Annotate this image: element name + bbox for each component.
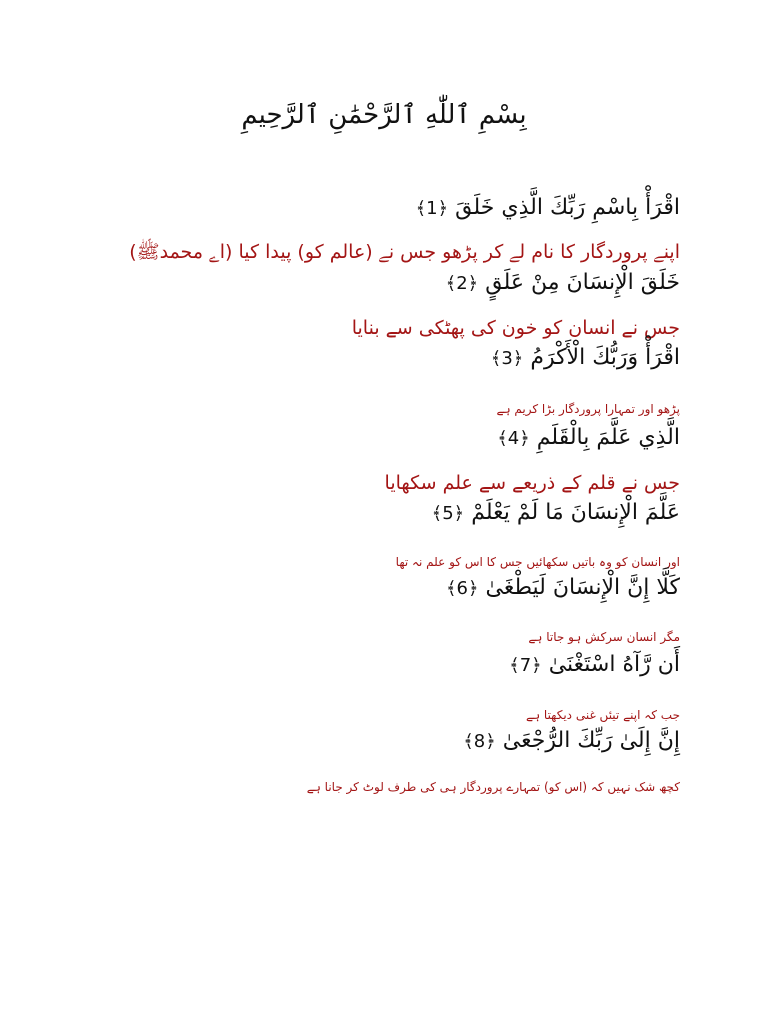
verse-7-translation: جب کہ اپنے تیئں غنی دیکھتا ہے: [526, 708, 680, 722]
verse-2-arabic: خَلَقَ الْإِنسَانَ مِنْ عَلَقٍ: [485, 270, 680, 295]
verse-7: [509, 652, 680, 677]
verse-4-translation: جس نے قلم کے ذریعے سے علم سکھایا: [384, 472, 680, 494]
verse-3-arabic: اقْرَأْ وَرَبُّكَ الْأَكْرَمُ: [530, 345, 680, 370]
verse-2-number: ﴿2﴾: [445, 273, 479, 294]
verse-1-translation: اپنے پروردگار کا نام لے کر پڑھو جس نے (عالم کو) پیدا کیا (اے محمدﷺ): [129, 241, 680, 263]
verse-7-number: ﴿7﴾: [509, 655, 542, 676]
verse-3-number: ﴿3﴾: [490, 348, 524, 369]
verse-4-arabic: الَّذِي عَلَّمَ بِالْقَلَمِ: [536, 425, 680, 450]
verse-6-number: ﴿6﴾: [445, 578, 479, 599]
verse-2: [446, 270, 680, 295]
verse-5-number: ﴿5﴾: [431, 503, 465, 524]
verse-7-arabic: أَن رَّآهُ اسْتَغْنَىٰ: [548, 652, 680, 677]
verse-4: [497, 425, 680, 450]
verse-5-translation: اور انسان کو وہ باتیں سکھائیں جس کا اس کو علم نہ تھا: [395, 555, 680, 569]
verse-8: [463, 728, 680, 753]
verse-4-number: ﴿4﴾: [497, 428, 530, 449]
verse-2-translation: جس نے انسان کو خون کی پھٹکی سے بنایا: [351, 317, 680, 339]
verse-5: [432, 500, 680, 525]
verse-6-arabic: كَلَّا إِنَّ الْإِنسَانَ لَيَطْغَىٰ: [485, 575, 680, 600]
verse-1-arabic: اقْرَأْ بِاسْمِ رَبِّكَ الَّذِي خَلَقَ: [455, 195, 680, 220]
verse-6-translation: مگر انسان سرکش ہو جاتا ہے: [528, 630, 680, 644]
bismillah-heading: بِسْمِ ٱللّٰهِ ٱلرَّحْمَٰنِ ٱلرَّحِيمِ: [241, 100, 527, 130]
verse-8-number: ﴿8﴾: [463, 731, 496, 752]
verse-3-translation: پڑھو اور تمہارا پروردگار بڑا کریم ہے: [496, 402, 680, 416]
verse-3: [491, 345, 680, 370]
verse-1-number: ﴿1﴾: [415, 198, 449, 219]
verse-1: [416, 195, 680, 220]
verse-5-arabic: عَلَّمَ الْإِنسَانَ مَا لَمْ يَعْلَمْ: [471, 500, 680, 525]
verse-8-arabic: إِنَّ إِلَىٰ رَبِّكَ الرُّجْعَىٰ: [502, 728, 680, 753]
verse-6: [446, 575, 680, 600]
verse-8-translation: کچھ شک نہیں کہ (اس کو) تمہارے پروردگار ہی کی طرف لوٹ کر جانا ہے: [306, 780, 680, 794]
